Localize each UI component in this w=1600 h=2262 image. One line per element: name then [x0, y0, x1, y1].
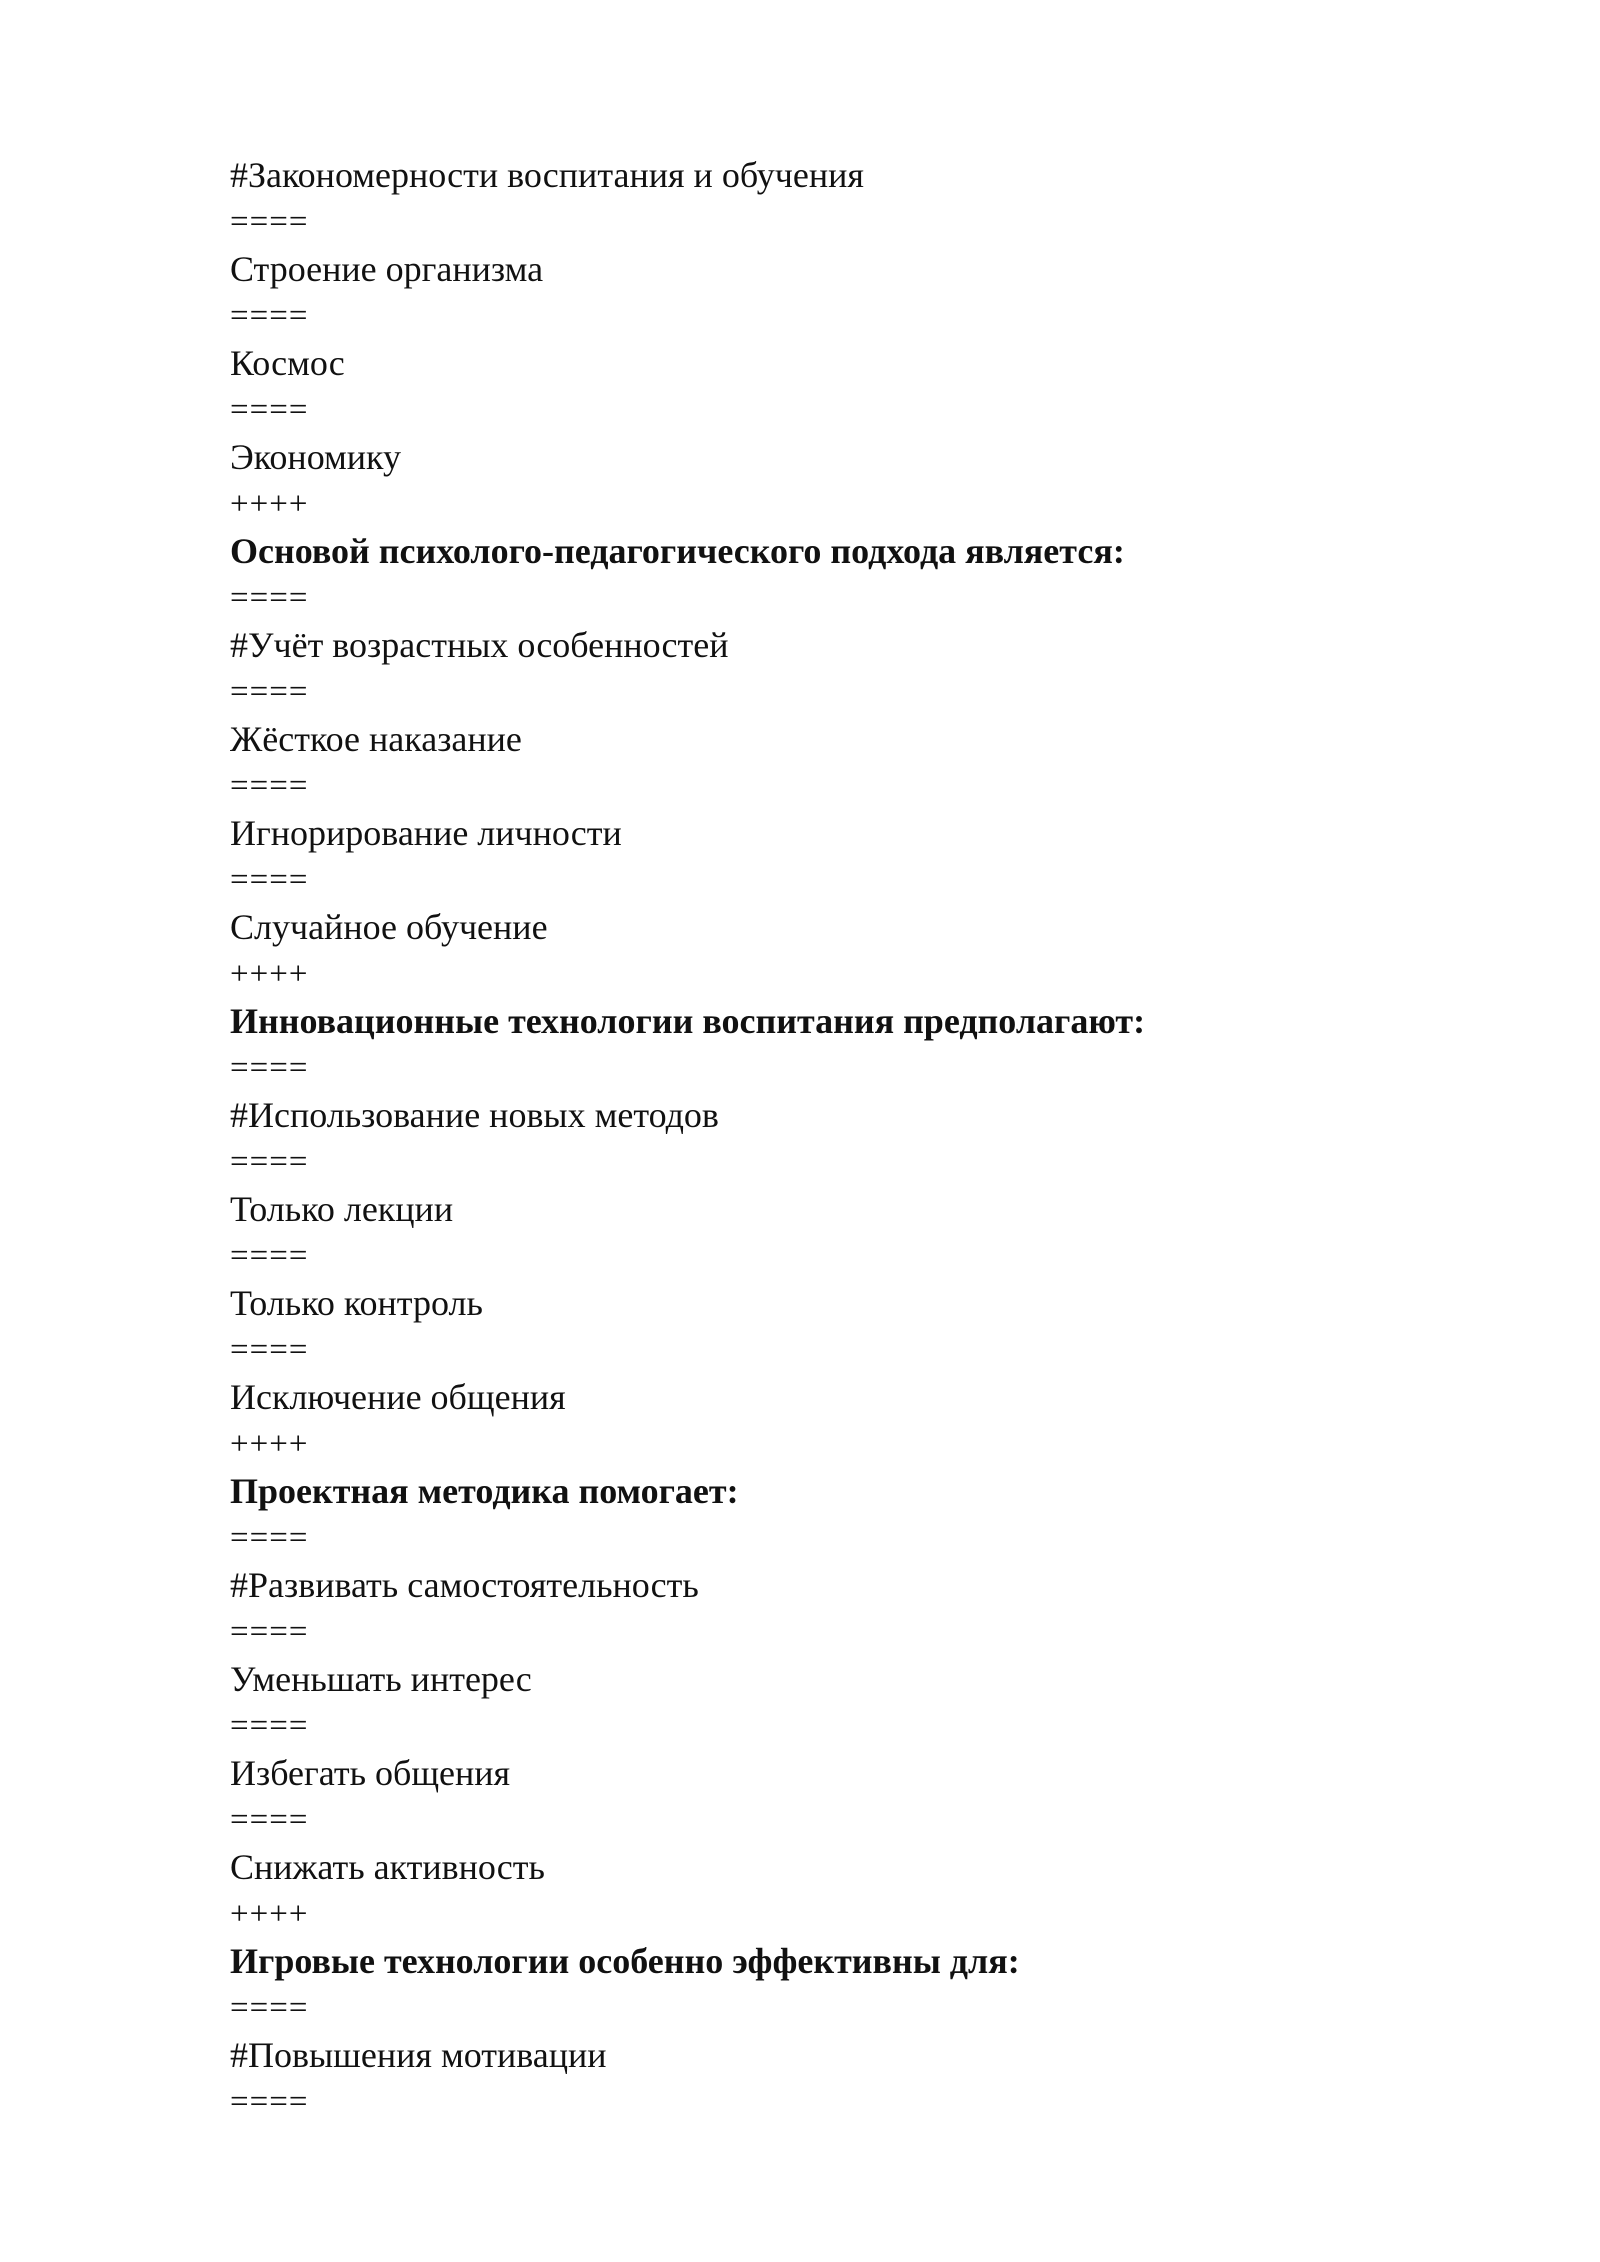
answer-line: #Учёт возрастных особенностей	[230, 625, 729, 665]
separator-line: ++++	[230, 956, 309, 992]
separator-line: ====	[230, 1050, 309, 1086]
separator-line: ++++	[230, 1426, 309, 1462]
separator-line: ====	[230, 1990, 309, 2026]
answer-line: Экономику	[230, 437, 402, 477]
question-heading: Основой психолого-педагогического подхода является:	[230, 531, 1125, 571]
separator-line: ====	[230, 1144, 309, 1180]
question-heading: Проектная методика помогает:	[230, 1471, 739, 1511]
separator-line: ====	[230, 392, 309, 428]
answer-line: #Закономерности воспитания и обучения	[230, 155, 864, 195]
separator-line: ====	[230, 1708, 309, 1744]
answer-line: Жёсткое наказание	[230, 719, 522, 759]
answer-line: Избегать общения	[230, 1753, 511, 1793]
separator-line: ====	[230, 580, 309, 616]
answer-line: #Повышения мотивации	[230, 2035, 607, 2075]
separator-line: ====	[230, 768, 309, 804]
answer-line: Случайное обучение	[230, 907, 548, 947]
answer-line: Снижать активность	[230, 1847, 545, 1887]
separator-line: ====	[230, 1802, 309, 1838]
document-body	[230, 152, 1430, 2126]
answer-line: #Использование новых методов	[230, 1095, 719, 1135]
separator-line: ====	[230, 1238, 309, 1274]
answer-line: Только лекции	[230, 1189, 454, 1229]
answer-line: Уменьшать интерес	[230, 1659, 532, 1699]
separator-line: ====	[230, 2084, 309, 2120]
answer-line: Исключение общения	[230, 1377, 566, 1417]
separator-line: ++++	[230, 1896, 309, 1932]
separator-line: ====	[230, 204, 309, 240]
answer-line: Строение организма	[230, 249, 544, 289]
separator-line: ++++	[230, 486, 309, 522]
answer-line: #Развивать самостоятельность	[230, 1565, 699, 1605]
separator-line: ====	[230, 1332, 309, 1368]
separator-line: ====	[230, 1614, 309, 1650]
answer-line: Космос	[230, 343, 345, 383]
question-heading: Игровые технологии особенно эффективны для:	[230, 1941, 1020, 1981]
separator-line: ====	[230, 674, 309, 710]
separator-line: ====	[230, 1520, 309, 1556]
separator-line: ====	[230, 298, 309, 334]
separator-line: ====	[230, 862, 309, 898]
answer-line: Игнорирование личности	[230, 813, 622, 853]
answer-line: Только контроль	[230, 1283, 483, 1323]
question-heading: Инновационные технологии воспитания предполагают:	[230, 1001, 1146, 1041]
